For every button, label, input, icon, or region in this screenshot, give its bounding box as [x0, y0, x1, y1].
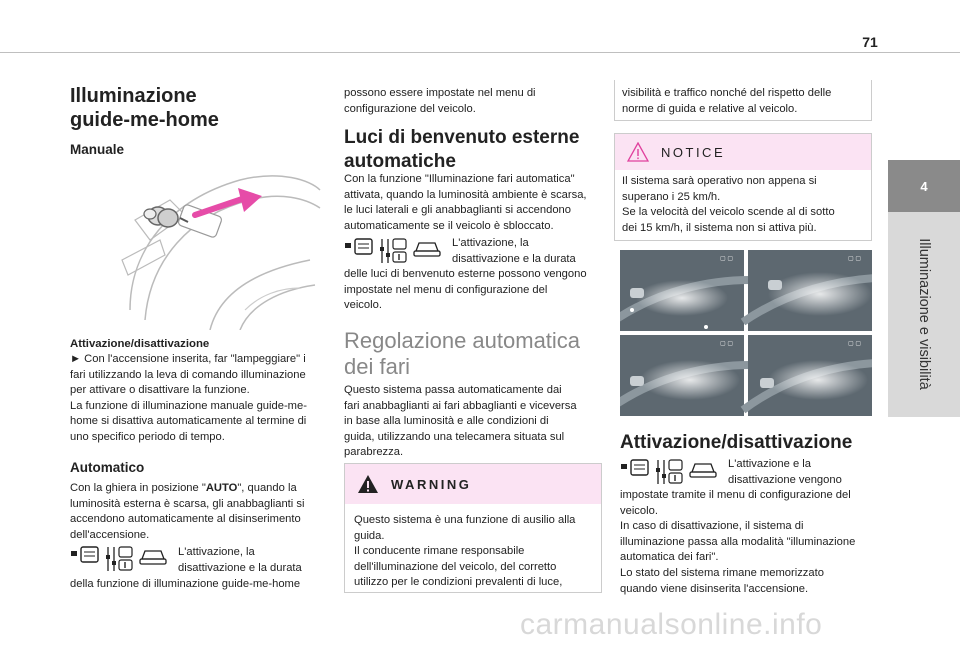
- continued-warning-text: [615, 80, 871, 117]
- text-line: veicolo.: [344, 299, 382, 312]
- text-line: le luci laterali e gli anabbaglianti si accendono: [344, 204, 572, 217]
- svg-text:▢ ▢: ▢ ▢: [720, 341, 734, 347]
- text-line: impostate tramite il menu di configurazione del: [620, 489, 851, 501]
- text-line: ► Con l'accensione inserita, far "lampeggiare" i: [70, 353, 306, 365]
- icon-caption: [728, 457, 842, 488]
- settings-icons: [620, 458, 718, 486]
- title-line: Regolazione automatica: [344, 328, 581, 353]
- screen-icon: [70, 545, 100, 565]
- text-line: dell'accensione.: [70, 528, 150, 541]
- settings-icons: [70, 545, 168, 573]
- panel-4: [743, 335, 872, 416]
- warning-triangle-icon: [357, 474, 379, 494]
- settings-sliders-icon: [654, 458, 684, 486]
- notice-box: [614, 133, 872, 241]
- title-line: Illuminazione: [70, 85, 197, 107]
- auto-keyword: AUTO: [205, 482, 238, 494]
- header-rule: [0, 52, 960, 53]
- screen-icon: [620, 458, 650, 478]
- text-line: In caso di disattivazione, il sistema di: [620, 520, 804, 533]
- text-line: disattivazione e la durata: [178, 561, 302, 574]
- watermark: carmanualsonline.info: [520, 608, 823, 641]
- text-line: Questo sistema passa automaticamente dai: [344, 384, 562, 396]
- text-line: Lo stato del sistema rimane memorizzato: [620, 566, 824, 579]
- icon-after-text: [70, 577, 300, 593]
- auto-text: [70, 481, 304, 543]
- activation-text: [70, 352, 307, 446]
- warning-header: [345, 464, 601, 504]
- panel-2: [743, 250, 872, 331]
- notice-header: [615, 134, 871, 170]
- continued-text: [344, 86, 536, 117]
- car-icon: [412, 237, 442, 259]
- text-line: accendono automaticamente al disinserimento: [70, 513, 301, 526]
- text-line: dei 15 km/h, il sistema non si attiva più.: [622, 221, 817, 234]
- text-line: Il conducente rimane responsabile: [354, 545, 525, 558]
- chapter-tab: [888, 160, 960, 212]
- svg-text:▢ ▢: ▢ ▢: [720, 256, 734, 262]
- text-line: uno specifico periodo di tempo.: [70, 430, 225, 443]
- text-line: visibilità e traffico nonché del rispetto delle: [622, 87, 832, 99]
- text-line: della funzione di illuminazione guide-me-home: [70, 578, 301, 590]
- settings-sliders-icon: [104, 545, 134, 573]
- text-line: automatica dei fari".: [620, 551, 719, 564]
- svg-text:▢ ▢: ▢ ▢: [848, 256, 862, 262]
- welcome-lights-text: [344, 172, 587, 234]
- text-line: impostate nel menu di configurazione del: [344, 283, 548, 296]
- text-line: guida, utilizzando una telecamera situata sul: [344, 430, 565, 443]
- text-line: per attivare o disattivare la funzione.: [70, 384, 250, 397]
- screen-icon: [344, 237, 374, 257]
- text-line: superano i 25 km/h.: [622, 190, 721, 203]
- icon-caption: [452, 236, 576, 267]
- car-icon: [138, 545, 168, 567]
- text-line: fari anabbaglianti ai fari abbaglianti e viceversa: [344, 399, 577, 412]
- text-line: attivata, quando la luminosità ambiente è scarsa,: [344, 188, 587, 201]
- welcome-lights-title: [344, 126, 579, 174]
- auto-heading: Automatico: [70, 460, 145, 475]
- activation-heading: Attivazione/disattivazione: [70, 338, 210, 350]
- text-line: Il sistema sarà operativo non appena si: [622, 175, 817, 187]
- text-line: Questo sistema è una funzione di ausilio alla: [354, 514, 576, 526]
- text-line: parabrezza.: [344, 446, 404, 459]
- title-line: guide-me-home: [70, 109, 219, 131]
- headlamp-illustration: [620, 250, 872, 416]
- text-line: L'attivazione, la: [452, 237, 529, 249]
- chapter-side-tab: [888, 212, 960, 417]
- continued-box: [614, 80, 872, 121]
- manual-heading: Manuale: [70, 142, 125, 157]
- page-number: 71: [862, 34, 878, 50]
- text-line: automaticamente se il veicolo è sbloccato.: [344, 219, 554, 232]
- warning-text: [345, 504, 601, 591]
- text-line: disattivazione e la durata: [452, 252, 576, 265]
- text-line: home si disattiva automaticamente al termine di: [70, 415, 307, 428]
- text-line: fari utilizzando la leva di comando illuminazione: [70, 368, 306, 381]
- text-line: delle luci di benvenuto esterne possono vengono: [344, 268, 587, 280]
- text-line: utilizzo per le condizioni prevalenti di luce,: [354, 576, 563, 589]
- notice-text: [615, 170, 871, 236]
- text-line: disattivazione vengono: [728, 473, 842, 486]
- car-icon: [688, 458, 718, 480]
- text-line: L'attivazione e la: [728, 458, 811, 470]
- text-line: veicolo.: [620, 504, 658, 517]
- auto-headlamp-text: [344, 383, 577, 461]
- text-line: La funzione di illuminazione manuale guide-me-: [70, 399, 307, 412]
- text-line: quando viene disinserita l'accensione.: [620, 582, 809, 595]
- text-line: Con la funzione "Illuminazione fari automatica": [344, 173, 575, 185]
- section-title: [70, 84, 219, 132]
- text-line: guida.: [354, 529, 385, 542]
- text-line: possono essere impostate nel menu di: [344, 87, 536, 99]
- chapter-number: 4: [920, 178, 928, 194]
- svg-text:▢ ▢: ▢ ▢: [848, 341, 862, 347]
- text-line: illuminazione passa alla modalità "illuminazione: [620, 535, 856, 548]
- warning-label: WARNING: [391, 476, 472, 492]
- settings-icons: [344, 237, 442, 265]
- text-line: Se la velocità del veicolo scende al di sotto: [622, 206, 835, 219]
- text-line: configurazione del veicolo.: [344, 102, 476, 115]
- notice-label: NOTICE: [661, 144, 726, 160]
- text-line: luminosità esterna è scarsa, gli anabbaglianti si: [70, 497, 305, 510]
- activation-title: Attivazione/disattivazione: [620, 432, 853, 453]
- icon-after-text: [344, 267, 587, 314]
- warning-box: [344, 463, 602, 593]
- text-line: norme di guida e relative al veicolo.: [622, 102, 798, 115]
- text-line: Con la ghiera in posizione "AUTO", quando la: [70, 482, 297, 494]
- text-line: L'attivazione, la: [178, 546, 255, 558]
- notice-triangle-icon: [627, 142, 649, 162]
- panel-3: [620, 335, 750, 416]
- title-line: automatiche: [344, 151, 456, 172]
- icon-caption: [178, 545, 302, 576]
- chapter-title: Illuminazione e visibilità: [916, 238, 932, 390]
- steering-lever-illustration: [110, 160, 322, 330]
- panel-1: [620, 250, 750, 331]
- text-line: dell'illuminazione del veicolo, del corretto: [354, 560, 557, 573]
- icon-after-text: [620, 488, 855, 597]
- auto-headlamp-title: [344, 328, 580, 380]
- text-line: in base alla luminosità e alle condizioni di: [344, 415, 549, 428]
- title-line: dei fari: [344, 354, 411, 379]
- title-line: Luci di benvenuto esterne: [344, 127, 580, 148]
- settings-sliders-icon: [378, 237, 408, 265]
